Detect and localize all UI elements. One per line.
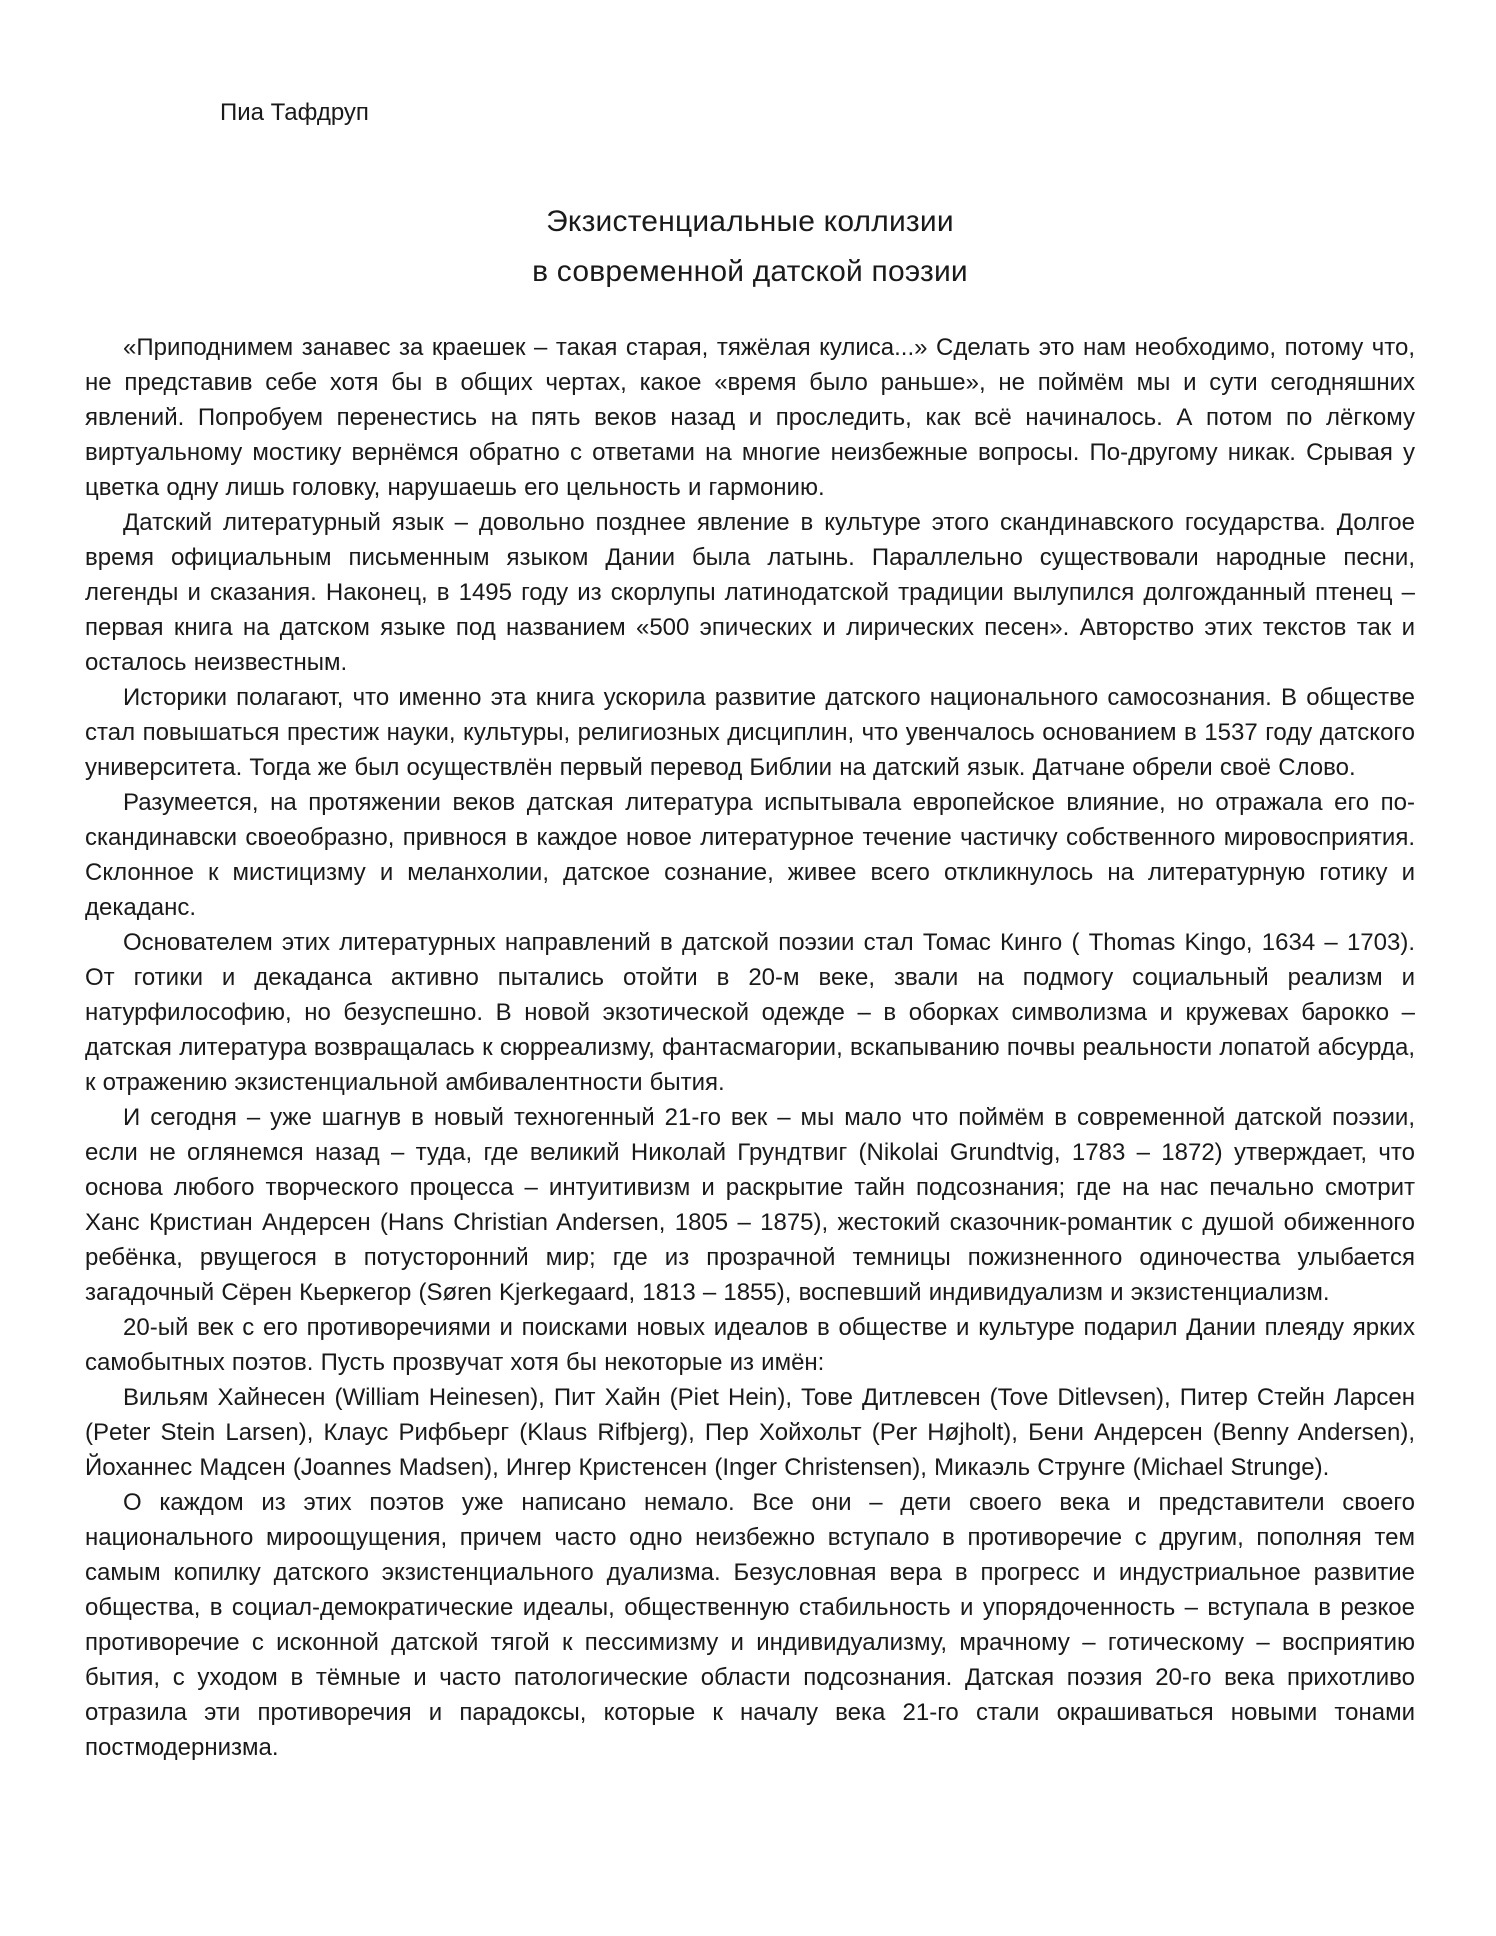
document-title xyxy=(85,197,1415,297)
author-name: Пиа Тафдруп xyxy=(220,99,369,126)
paragraph-1: «Приподнимем занавес за краешек – такая старая, тяжёлая кулиса...» Сделать это нам необходимо, потому что, не представив себе хотя бы в общих чертах, какое «время было раньше», не поймём мы и сути сегодняшних явлений. Попробуем перенестись на пять веков назад и проследить, как всё начиналось. А потом по лёгкому виртуальному мостику вернёмся обратно с ответами на многие неизбежные вопросы. По-другому никак. Срывая у цветка одну лишь головку, нарушаешь его цельность и гармонию. xyxy=(85,334,1415,501)
paragraph-7: 20-ый век с его противоречиями и поисками новых идеалов в обществе и культуре подарил Дании плеяду ярких самобытных поэтов. Пусть прозвучат хотя бы некоторые из имён: xyxy=(85,1314,1415,1376)
paragraph-6: И сегодня – уже шагнув в новый техногенный 21-го век – мы мало что поймём в современной датской поэзии, если не оглянемся назад – туда, где великий Николай Грундтвиг (Nikolai Grundtvig, 1783 – 1872) утверждает, что основа любого творческого процесса – интуитивизм и раскрытие тайн подсознания; где на нас печально смотрит Ханс Кристиан Андерсен (Hans Christian Andersen, 1805 – 1875), жестокий сказочник-романтик с душой обиженного ребёнка, рвущегося в потусторонний мир; где из прозрачной темницы пожизненного одиночества улыбается загадочный Сёрен Кьеркегор (Søren Kjerkegaard, 1813 – 1855), воспевший индивидуализм и экзистенциализм. xyxy=(85,1104,1415,1306)
paragraph-2: Датский литературный язык – довольно позднее явление в культуре этого скандинавского государства. Долгое время официальным письменным языком Дании была латынь. Параллельно существовали народные песни, легенды и сказания. Наконец, в 1495 году из скорлупы латинодатской традиции вылупился долгожданный птенец – первая книга на датском языке под названием «500 эпических и лирических песен». Авторство этих текстов так и осталось неизвестным. xyxy=(85,509,1415,676)
paragraph-5: Основателем этих литературных направлений в датской поэзии стал Томас Кинго ( Thomas Kingo, 1634 – 1703). От готики и декаданса активно пытались отойти в 20-м веке, звали на подмогу социальный реализм и натурфилософию, но безуспешно. В новой экзотической одежде – в оборках символизма и кружевах барокко – датская литература возвращалась к сюрреализму, фантасмагории, вскапыванию почвы реальности лопатой абсурда, к отражению экзистенциальной амбивалентности бытия. xyxy=(85,929,1415,1096)
paragraph-8: Вильям Хайнесен (William Heinesen), Пит Хайн (Piet Hein), Тове Дитлевсен (Tove Ditlevsen), Питер Стейн Ларсен (Peter Stein Larsen), Клаус Рифбьерг (Klaus Rifbjerg), Пер Хойхольт (Per Højholt), Бени Андерсен (Benny Andersen), Йоханнес Мадсен (Joannes Madsen), Ингер Кристенсен (Inger Christensen), Микаэль Струнге (Michael Strunge). xyxy=(85,1384,1415,1481)
title-line-2: в современной датской поэзии xyxy=(532,255,968,288)
paragraph-3: Историки полагают, что именно эта книга ускорила развитие датского национального самосознания. В обществе стал повышаться престиж науки, культуры, религиозных дисциплин, что увенчалось основанием в 1537 году датского университета. Тогда же был осуществлён первый перевод Библии на датский язык. Датчане обрели своё Слово. xyxy=(85,684,1415,781)
document-body xyxy=(85,330,1415,1765)
paragraph-4: Разумеется, на протяжении веков датская литература испытывала европейское влияние, но отражала его по-скандинавски своеобразно, привнося в каждое новое литературное течение частичку собственного мировосприятия. Склонное к мистицизму и меланхолии, датское сознание, живее всего откликнулось на литературную готику и декаданс. xyxy=(85,789,1415,921)
title-line-1: Экзистенциальные коллизии xyxy=(546,205,954,238)
paragraph-9: О каждом из этих поэтов уже написано немало. Все они – дети своего века и представители своего национального мироощущения, причем часто одно неизбежно вступало в противоречие с другим, пополняя тем самым копилку датского экзистенциального дуализма. Безусловная вера в прогресс и индустриальное развитие общества, в социал-демократические идеалы, общественную стабильность и упорядоченность – вступала в резкое противоречие с исконной датской тягой к пессимизму и индивидуализму, мрачному – готическому – восприятию бытия, с уходом в тёмные и часто патологические области подсознания. Датская поэзия 20-го века прихотливо отразила эти противоречия и парадоксы, которые к началу века 21-го стали окрашиваться новыми тонами постмодернизма. xyxy=(85,1489,1415,1761)
